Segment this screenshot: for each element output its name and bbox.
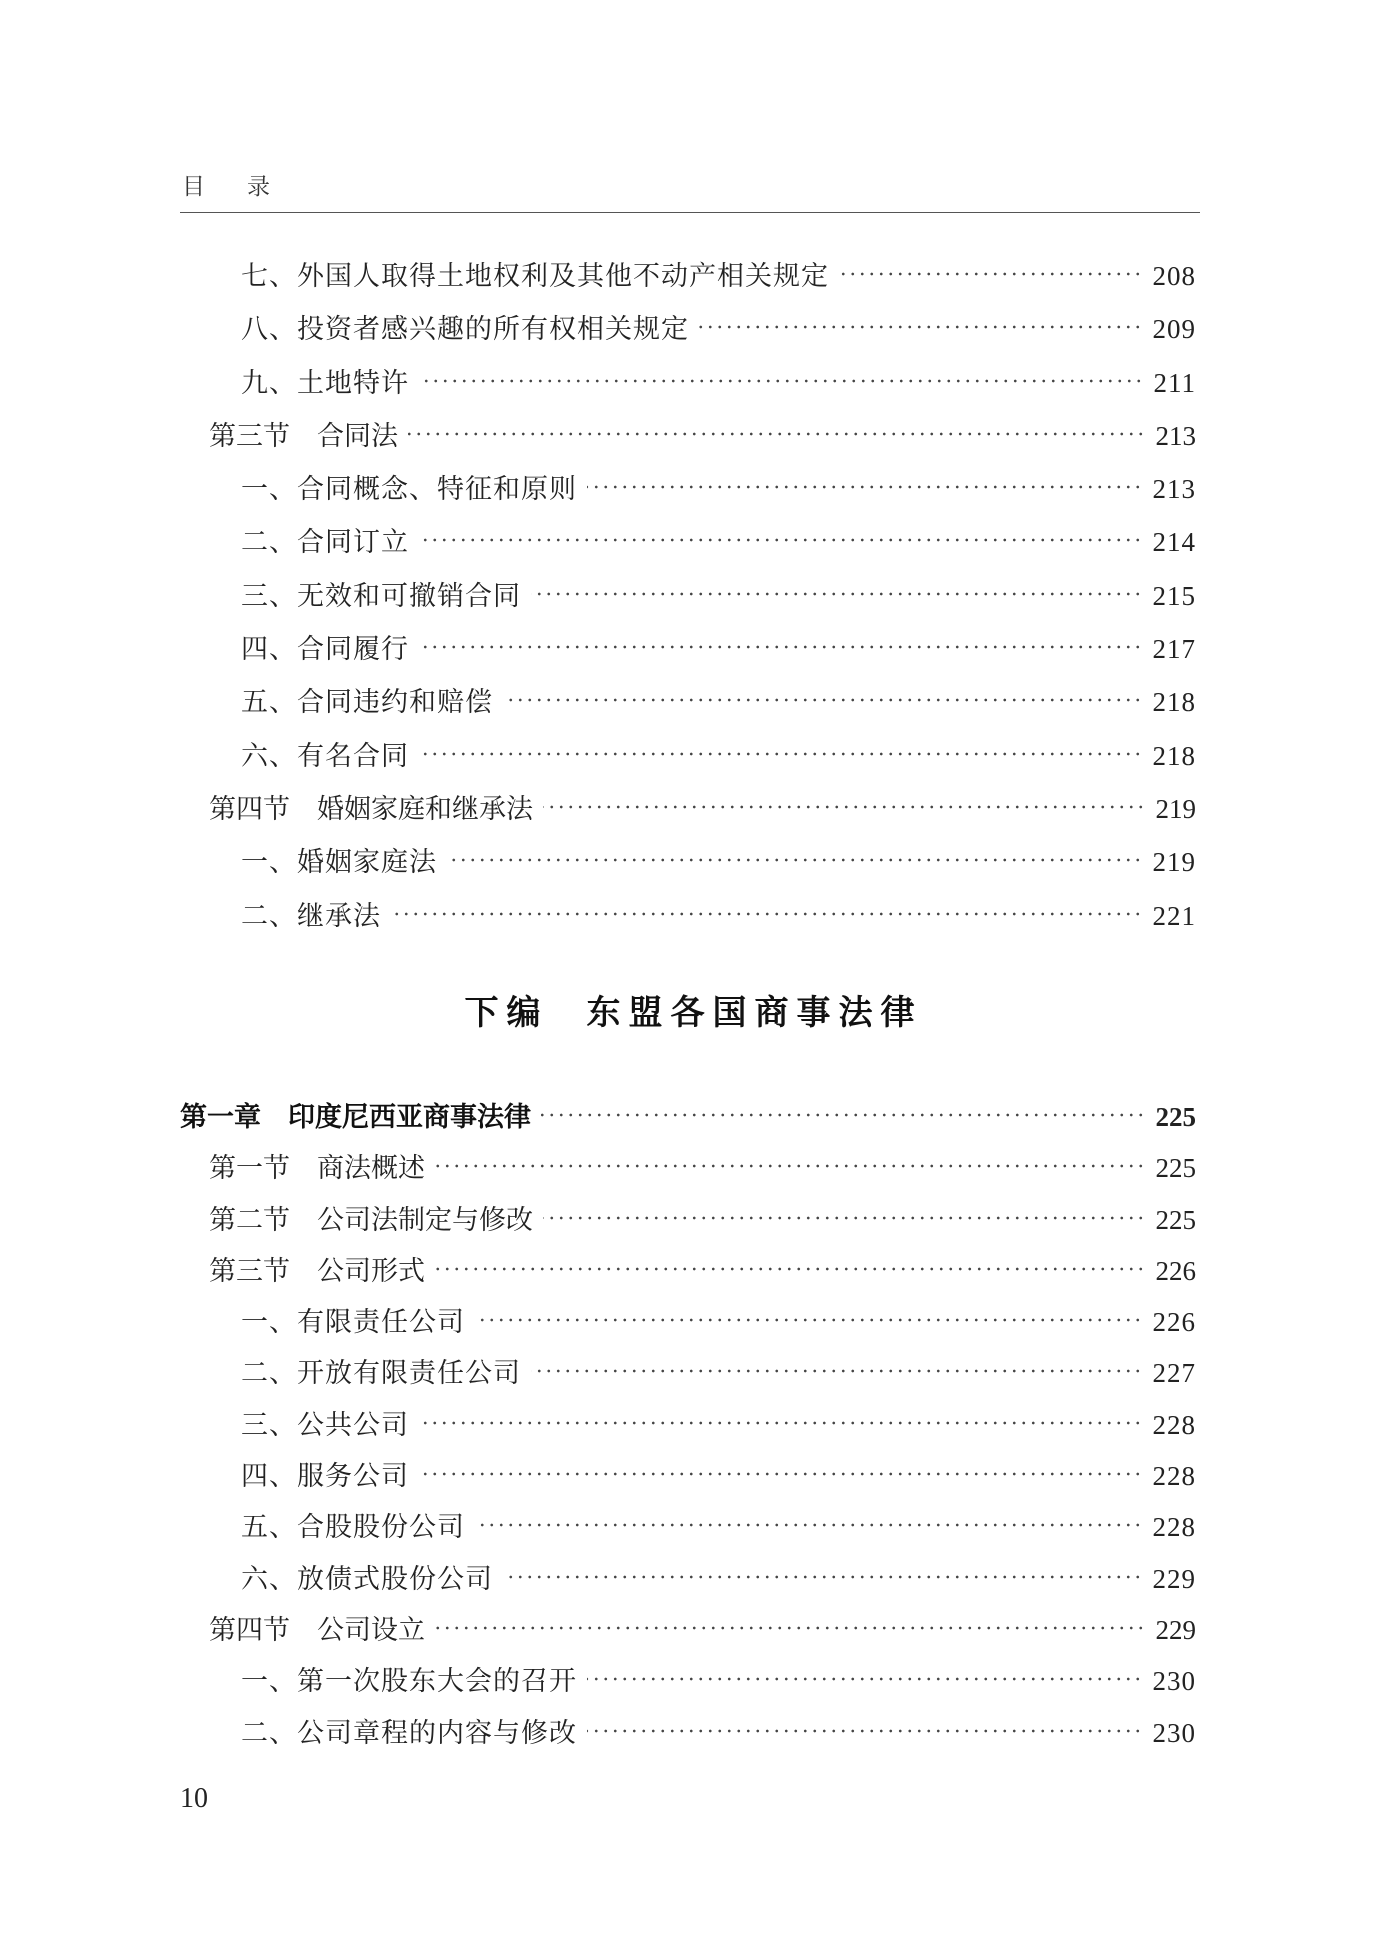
toc-entry[interactable]: [180, 410, 1196, 463]
toc-entry[interactable]: [180, 1143, 1196, 1194]
dot-leader: [587, 480, 1143, 494]
part-label: 下编: [464, 993, 549, 1033]
toc-entry[interactable]: [180, 890, 1196, 943]
toc-entry-page: 228: [1152, 1512, 1196, 1543]
toc-entry-page: 225: [1155, 1204, 1196, 1235]
toc-entry-page: 219: [1152, 847, 1196, 878]
dot-leader: [839, 267, 1143, 281]
toc-entry[interactable]: [180, 623, 1196, 676]
toc-entry[interactable]: [180, 1348, 1196, 1399]
toc-entry[interactable]: [180, 783, 1196, 836]
toc-entry[interactable]: [180, 303, 1196, 356]
toc-entry-page: 228: [1152, 1409, 1196, 1440]
part-title: [0, 985, 1387, 1034]
toc-entry-page: 225: [1155, 1102, 1196, 1132]
toc-entry-label: 二、开放有限责任公司: [241, 1358, 521, 1390]
dot-leader: [391, 907, 1143, 921]
toc-entry-page: 217: [1152, 634, 1196, 665]
toc-entry[interactable]: [180, 1400, 1196, 1451]
dot-leader: [475, 1313, 1143, 1327]
dot-leader: [543, 800, 1146, 814]
dot-leader: [475, 1518, 1143, 1532]
toc-entry[interactable]: [180, 1605, 1196, 1656]
toc-entry-label: 二、继承法: [241, 900, 381, 932]
toc-entry[interactable]: [180, 1195, 1196, 1246]
toc-entry-label: 四、服务公司: [241, 1461, 409, 1493]
dot-leader: [587, 1724, 1143, 1738]
toc-entry[interactable]: [180, 357, 1196, 410]
toc-entry-label: 四、合同履行: [241, 634, 409, 666]
toc-entry[interactable]: [180, 676, 1196, 729]
toc-entry-page: 226: [1152, 1307, 1196, 1338]
toc-entry[interactable]: [180, 1554, 1196, 1605]
toc-entry[interactable]: [180, 1656, 1196, 1707]
toc-entry[interactable]: [180, 463, 1196, 516]
toc-entry-label: 二、合同订立: [241, 527, 409, 559]
toc-entry-label: 第三节 公司形式: [209, 1255, 425, 1287]
toc-entry-page: 221: [1152, 900, 1196, 931]
toc-entry[interactable]: [180, 570, 1196, 623]
toc-entry-page: 229: [1155, 1614, 1196, 1645]
toc-entry-page: 213: [1155, 420, 1196, 451]
toc-entry-page: 213: [1152, 474, 1196, 505]
dot-leader: [435, 1159, 1146, 1173]
toc-entry-label: 一、有限责任公司: [241, 1307, 465, 1339]
toc-entry-label: 第三节 合同法: [209, 420, 398, 452]
toc-entry-page: 227: [1152, 1358, 1196, 1389]
dot-leader: [447, 853, 1143, 867]
toc-entry-label: 第四节 婚姻家庭和继承法: [209, 793, 533, 825]
toc-entry[interactable]: [180, 1502, 1196, 1553]
toc-entry-label: 一、合同概念、特征和原则: [241, 474, 577, 506]
dot-leader: [408, 427, 1146, 441]
dot-leader: [587, 1672, 1143, 1686]
toc-entry-label: 六、有名合同: [241, 740, 409, 772]
toc-entry-page: 226: [1155, 1255, 1196, 1286]
toc-entry[interactable]: [180, 1246, 1196, 1297]
toc-entry[interactable]: [180, 1297, 1196, 1348]
toc-entry-label: 八、投资者感兴趣的所有权相关规定: [241, 314, 689, 346]
toc-entry-page: 218: [1152, 740, 1196, 771]
toc-entry-label: 三、公共公司: [241, 1409, 409, 1441]
toc-entry-label: 第一节 商法概述: [209, 1153, 425, 1185]
part-name: 东盟各国商事法律: [586, 993, 923, 1033]
toc-entry[interactable]: [180, 730, 1196, 783]
dot-leader: [531, 1364, 1143, 1378]
dot-leader: [543, 1211, 1146, 1225]
toc-entry[interactable]: [180, 1708, 1196, 1759]
toc-entry-label: 五、合股股份公司: [241, 1512, 465, 1544]
toc-entry-label: 二、公司章程的内容与修改: [241, 1717, 577, 1749]
toc-entry[interactable]: [180, 1092, 1196, 1143]
toc-entry-label: 三、无效和可撤销合同: [241, 580, 521, 612]
toc-list-2: [180, 1092, 1196, 1759]
header-title: 目录: [182, 174, 312, 200]
toc-entry-label: 第四节 公司设立: [209, 1614, 425, 1646]
toc-entry-label: 第二节 公司法制定与修改: [209, 1204, 533, 1236]
toc-entry-page: 225: [1155, 1153, 1196, 1184]
toc-entry-label: 六、放债式股份公司: [241, 1563, 493, 1595]
dot-leader: [541, 1108, 1146, 1122]
dot-leader: [435, 1621, 1146, 1635]
dot-leader: [699, 320, 1143, 334]
toc-entry-label: 七、外国人取得土地权利及其他不动产相关规定: [241, 261, 829, 292]
toc-entry[interactable]: [180, 516, 1196, 569]
toc-entry-page: 211: [1153, 367, 1196, 398]
toc-entry-page: 230: [1152, 1717, 1196, 1748]
toc-entry-page: 208: [1152, 261, 1196, 291]
running-header: [180, 162, 1200, 213]
dot-leader: [435, 1262, 1146, 1276]
toc-entry-page: 229: [1152, 1563, 1196, 1594]
toc-entry-page: 209: [1152, 314, 1196, 345]
page-number: 10: [180, 1783, 208, 1814]
toc-entry[interactable]: [180, 836, 1196, 889]
toc-entry-page: 218: [1152, 687, 1196, 718]
dot-leader: [419, 640, 1143, 654]
dot-leader: [419, 374, 1144, 388]
toc-entry-page: 214: [1152, 527, 1196, 558]
dot-leader: [503, 1570, 1143, 1584]
toc-entry-page: 219: [1155, 793, 1196, 824]
toc-entry[interactable]: [180, 1451, 1196, 1502]
toc-entry-page: 215: [1152, 580, 1196, 611]
toc-entry-label: 一、第一次股东大会的召开: [241, 1666, 577, 1698]
toc-entry-page: 228: [1152, 1461, 1196, 1492]
toc-entry[interactable]: [180, 250, 1196, 303]
dot-leader: [503, 693, 1143, 707]
toc-entry-label: 第一章 印度尼西亚商事法律: [180, 1102, 531, 1133]
toc-entry-label: 一、婚姻家庭法: [241, 847, 437, 879]
dot-leader: [419, 747, 1143, 761]
toc-list-1: [180, 250, 1196, 943]
toc-entry-page: 230: [1152, 1666, 1196, 1697]
dot-leader: [419, 1416, 1143, 1430]
toc-entry-label: 五、合同违约和赔偿: [241, 687, 493, 719]
toc-entry-label: 九、土地特许: [241, 367, 409, 399]
dot-leader: [419, 533, 1143, 547]
dot-leader: [531, 587, 1143, 601]
dot-leader: [419, 1467, 1143, 1481]
